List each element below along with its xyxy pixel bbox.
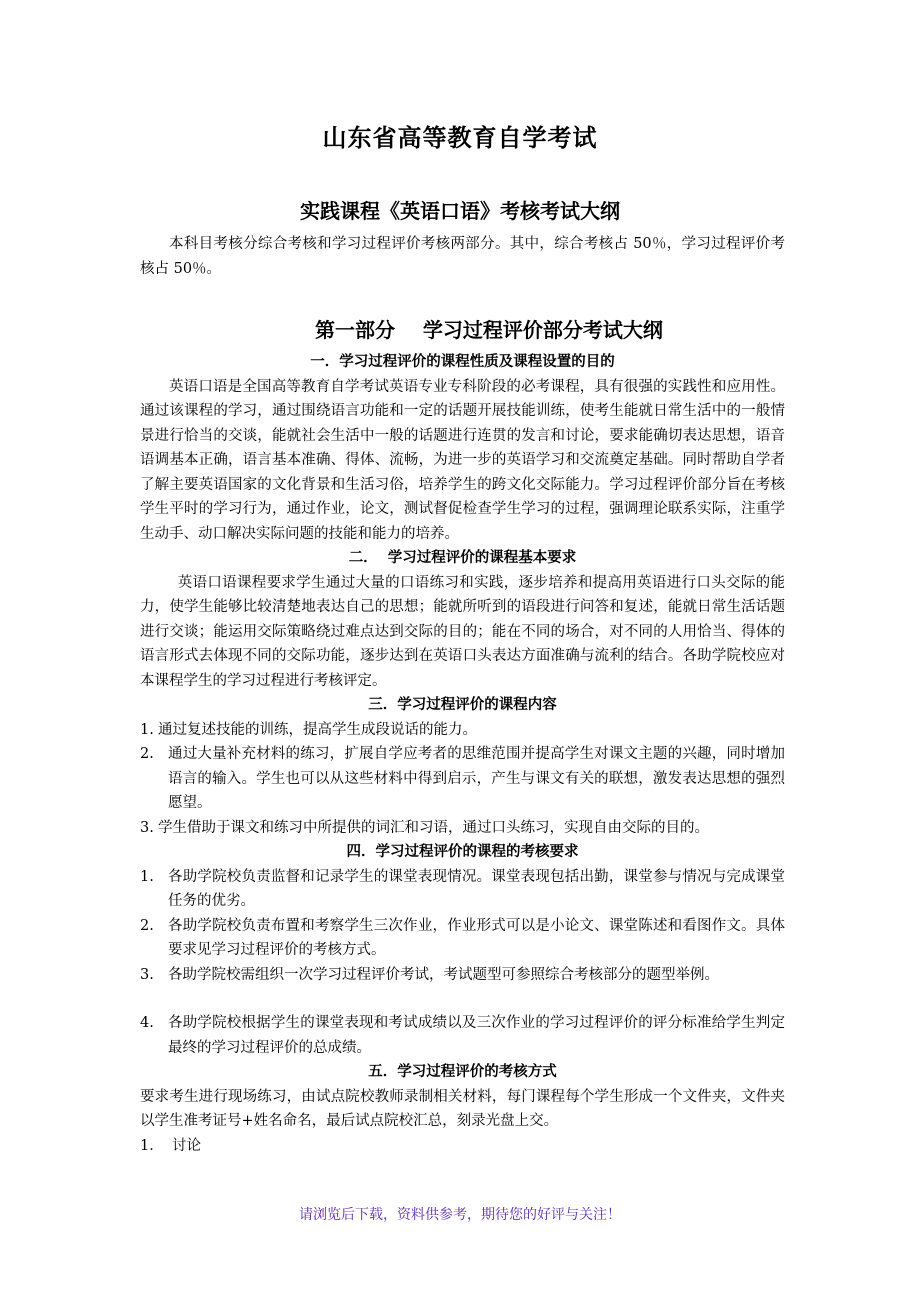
section-1-heading: 一．学习过程评价的课程性质及课程设置的目的	[310, 353, 615, 370]
blank-line	[140, 987, 785, 1011]
section-5-heading: 五．学习过程评价的考核方式	[368, 1063, 557, 1080]
list-item-text: 各助学院校根据学生的课堂表现和考试成绩以及三次作业的学习过程评价的评分标准给学生判定最终的学习过程评价的总成绩。	[168, 1015, 785, 1056]
list-item	[140, 865, 785, 914]
section-5-paragraph: 要求考生进行现场练习，由试点院校教师录制相关材料，每门课程每个学生形成一个文件夹，文件夹以学生准考证号+姓名命名，最后试点院校汇总，刻录光盘上交。	[140, 1088, 785, 1129]
list-item-number: 1.	[140, 868, 154, 885]
intro-paragraph: 本科目考核分综合考核和学习过程评价考核两部分。其中，综合考核占 50％，学习过程评价考核占 50％。	[140, 236, 785, 277]
list-item-number: 2.	[140, 917, 154, 934]
list-item-text: 各助学院校需组织一次学习过程评价考试，考试题型可参照综合考核部分的题型举例。	[168, 966, 719, 983]
list-item	[140, 1011, 785, 1060]
document-title: 山东省高等教育自学考试	[322, 123, 598, 152]
list-item-text: 各助学院校负责布置和考察学生三次作业，作业形式可以是小论文、课堂陈述和看图作文。具体要求见学习过程评价的考核方式。	[168, 917, 785, 958]
list-item-text: 讨论	[172, 1137, 201, 1154]
list-item	[140, 914, 785, 963]
list-item-text: 各助学院校负责监督和记录学生的课堂表现情况。课堂表现包括出勤，课堂参与情况与完成课堂任务的优劣。	[168, 868, 785, 909]
section-2-heading: 二． 学习过程评价的课程基本要求	[348, 549, 577, 566]
section-3-heading: 三．学习过程评价的课程内容	[368, 696, 557, 713]
main-body	[140, 350, 785, 1158]
list-item-number: 1.	[140, 721, 154, 738]
list-item-number: 1．	[140, 1137, 164, 1154]
section-4-heading: 四．学习过程评价的课程的考核要求	[346, 843, 579, 860]
section-2-paragraph: 英语口语课程要求学生通过大量的口语练习和实践，逐步培养和提高用英语进行口头交际的能力，使学生能够比较清楚地表达自己的思想；能就所听到的语段进行问答和复述，能就日常生活话题进行交谈；能运用交际策略绕过难点达到交际的目的；能在不同的场合，对不同的人用恰当、得体的语言形式去体现不同的交际功能，逐步达到在英语口头表达方面准确与流利的结合。各助学院校应对本课程学生的学习过程进行考核评定。	[140, 574, 785, 689]
section-1-paragraph: 英语口语是全国高等教育自学考试英语专业专科阶段的必考课程，具有很强的实践性和应用性。通过该课程的学习，通过围绕语言功能和一定的话题开展技能训练，使考生能就日常生活中的一般情景进行恰当的交谈，能就社会生活中一般的话题进行连贯的发言和讨论，要求能确切表达思想，语音语调基本正确，语言基本准确、得体、流畅，为进一步的英语学习和交流奠定基础。同时帮助自学者了解主要英语国家的文化背景和生活习俗，培养学生的跨文化交际能力。学习过程评价部分旨在考核学生平时的学习行为，通过作业，论文，测试督促检查学生学习的过程，强调理论联系实际，注重学生动手、动口解决实际问题的技能和能力的培养。	[140, 378, 785, 542]
list-item	[140, 718, 785, 743]
list-item-number: 3.	[140, 819, 154, 836]
part-title: 第一部分 学习过程评价部分考试大纲	[315, 318, 663, 342]
list-item-number: 2.	[140, 746, 154, 762]
list-item-number: 4.	[140, 1015, 154, 1031]
list-item-text: 学生借助于课文和练习中所提供的词汇和习语，通过口头练习，实现自由交际的目的。	[158, 819, 709, 836]
list-item	[140, 1134, 785, 1159]
list-item-text: 通过大量补充材料的练习，扩展自学应考者的思维范围并提高学生对课文主题的兴趣，同时增加语言的输入。学生也可以从这些材料中得到启示，产生与课文有关的联想，激发表达思想的强烈愿望。	[168, 746, 785, 811]
list-item	[140, 963, 785, 988]
footer-note: 请浏览后下载，资料供参考，期待您的好评与关注！	[299, 1207, 621, 1223]
list-item-number: 3.	[140, 966, 154, 983]
document-subtitle: 实践课程《英语口语》考核考试大纲	[300, 199, 620, 223]
list-item-text: 通过复述技能的训练，提高学生成段说话的能力。	[158, 721, 477, 738]
list-item	[140, 742, 785, 816]
list-item	[140, 816, 785, 841]
